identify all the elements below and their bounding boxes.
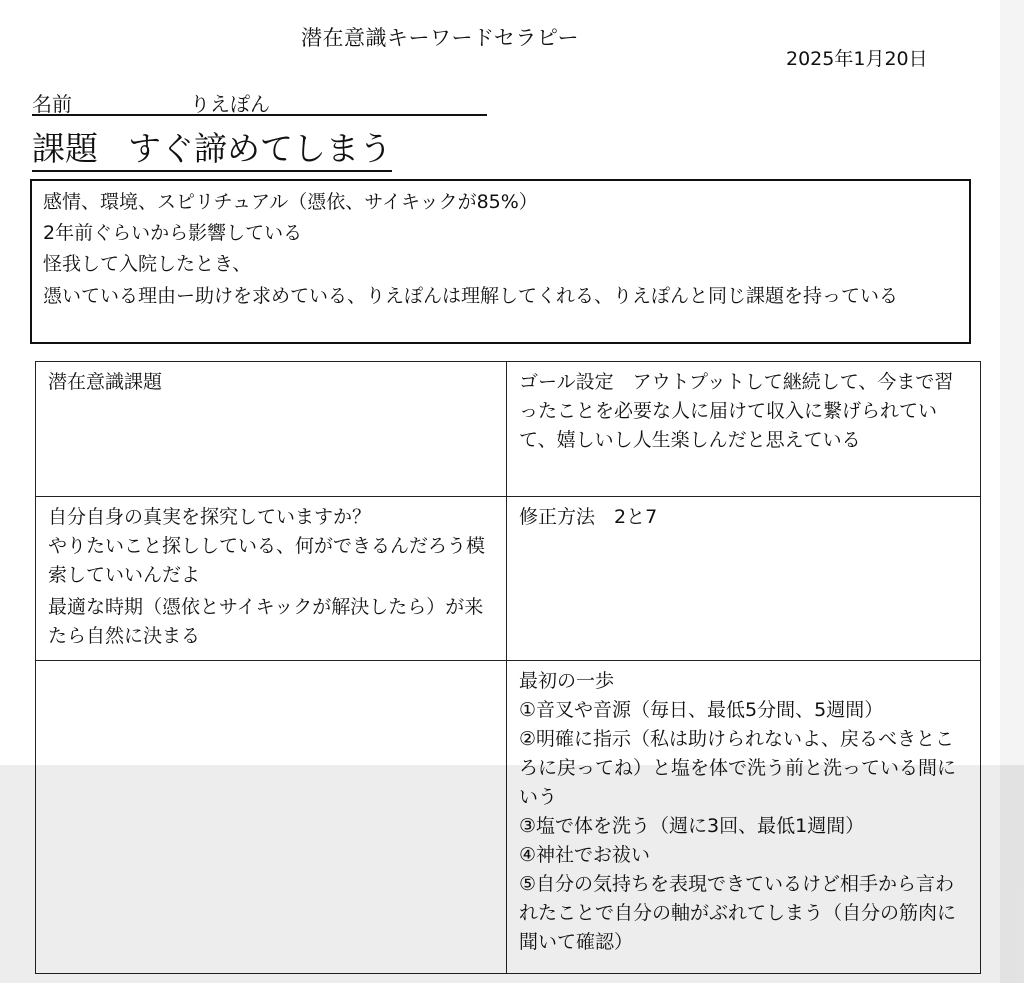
goal-setting-text: ゴール設定 アウトプットして継続して、今まで習ったことを必要な人に届けて収入に繋げられていて、嬉しいし人生楽しんだと思えている xyxy=(519,371,954,451)
document-title: 潜在意識キーワードセラピー xyxy=(300,26,580,50)
correction-method-cell xyxy=(507,497,981,661)
notes-box xyxy=(30,179,971,344)
note-line: 憑いている理由ー助けを求めている、りえぽんは理解してくれる、りえぽんと同じ課題を持っている xyxy=(43,285,899,307)
truth-question-cell xyxy=(36,497,507,661)
step-item: ④神社でお祓い xyxy=(519,844,651,866)
subconscious-issue-cell xyxy=(36,362,507,497)
goal-setting-cell xyxy=(507,362,981,497)
document-date: 2025年1月20日 xyxy=(786,48,928,70)
name-label: 名前 xyxy=(32,92,72,116)
timing-note: 最適な時期（憑依とサイキックが解決したら）が来たら自然に決まる xyxy=(48,596,484,647)
therapy-table xyxy=(35,361,981,974)
topic-label: 課題 xyxy=(32,129,98,168)
name-value: りえぽん xyxy=(190,92,270,116)
table-row xyxy=(36,497,981,661)
topic-heading xyxy=(32,128,392,172)
step-item: ⑤自分の気持ちを表現できているけど相手から言われたことで自分の軸がぶれてしまう（自分の筋肉に聞いて確認） xyxy=(519,873,957,953)
subconscious-issue-heading: 潜在意識課題 xyxy=(48,371,163,393)
correction-method: 修正方法 2と7 xyxy=(519,506,658,528)
first-step-heading: 最初の一歩 xyxy=(519,670,615,692)
step-item: ①音叉や音源（毎日、最低5分間、5週間） xyxy=(519,699,884,721)
table-row xyxy=(36,362,981,497)
note-line: 2年前ぐらいから影響している xyxy=(43,222,303,244)
first-step-cell xyxy=(507,661,981,974)
step-item: ②明確に指示（私は助けられないよ、戻るべきところに戻ってね）と塩を体で洗う前と洗っている間にいう xyxy=(519,728,957,808)
name-row xyxy=(32,88,487,116)
truth-question: 自分自身の真実を探究していますか？ xyxy=(48,506,372,528)
table-row xyxy=(36,661,981,974)
viewer-background xyxy=(1000,0,1024,983)
truth-answer: やりたいこと探ししている、何ができるんだろう模索していいんだよ xyxy=(48,535,486,586)
note-line: 感情、環境、スピリチュアル（憑依、サイキックが85%） xyxy=(43,191,538,213)
topic-value: すぐ諦めてしまう xyxy=(128,129,392,168)
step-item: ③塩で体を洗う（週に3回、最低1週間） xyxy=(519,815,865,837)
empty-cell xyxy=(36,661,507,974)
note-line: 怪我して入院したとき、 xyxy=(43,253,252,275)
